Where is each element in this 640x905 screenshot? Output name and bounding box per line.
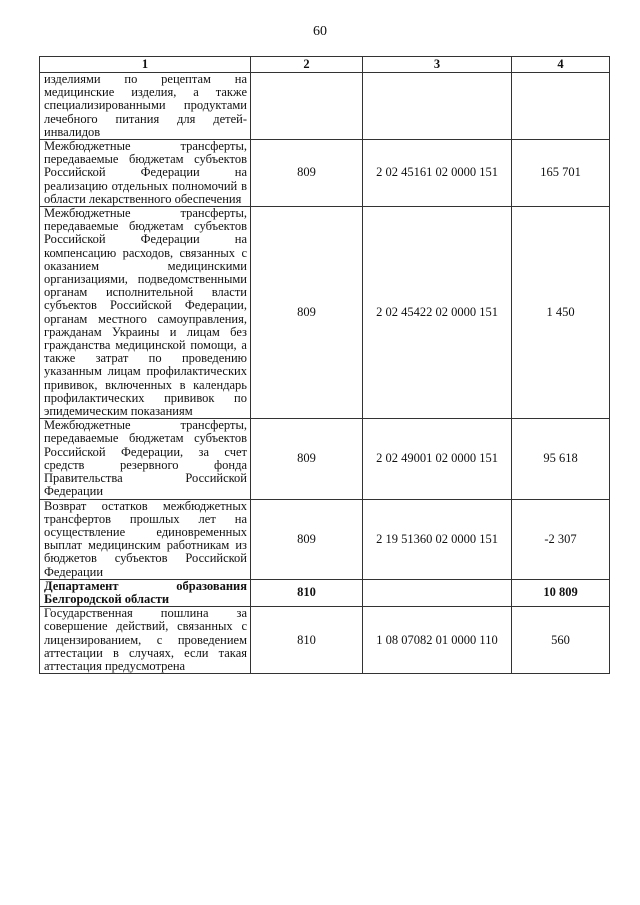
header-row: [40, 57, 610, 73]
header-cell-4: 4: [512, 57, 610, 73]
table-row: [40, 607, 610, 674]
row-admin-code: 809: [251, 499, 363, 579]
table-row: [40, 419, 610, 499]
table-row: [40, 499, 610, 579]
row-amount: 10 809: [512, 579, 610, 606]
row-description: Межбюджетные трансферты, передаваемые бюджетам субъектов Российской Федерации на компенсацию расходов, связанных с оказанием медицинскими организациями, подведомственными органам исполнительной власти субъектов Российской Федерации, органам местного самоуправления, гражданам Украины и лицам без гражданства медицинской помощи, а также затрат по проведению указанным лицам профилактических прививок, включенных в календарь профилактических прививок по эпидемическим показаниям: [40, 207, 251, 419]
row-admin-code: 810: [251, 579, 363, 606]
row-amount: [512, 73, 610, 140]
table-row: [40, 140, 610, 207]
page-number: 60: [313, 24, 327, 39]
header-cell-1: 1: [40, 57, 251, 73]
table-row: [40, 207, 610, 419]
row-admin-code: [251, 73, 363, 140]
row-amount: 165 701: [512, 140, 610, 207]
table-row-department: [40, 579, 610, 606]
row-admin-code: 809: [251, 419, 363, 499]
row-kbk-code: 1 08 07082 01 0000 110: [363, 607, 512, 674]
row-description: Межбюджетные трансферты, передаваемые бюджетам субъектов Российской Федерации, за счет средств резервного фонда Правительства Российской Федерации: [40, 419, 251, 499]
row-kbk-code: 2 19 51360 02 0000 151: [363, 499, 512, 579]
row-kbk-code: [363, 73, 512, 140]
row-description: Государственная пошлина за совершение действий, связанных с лицензированием, с проведением аттестации в случаях, если такая аттестация предусмотрена: [40, 607, 251, 674]
row-admin-code: 810: [251, 607, 363, 674]
row-amount: -2 307: [512, 499, 610, 579]
row-description: изделиями по рецептам на медицинские изделия, а также специализированными продуктами лечебного питания для детей-инвалидов: [40, 73, 251, 140]
row-amount: 95 618: [512, 419, 610, 499]
row-description: Возврат остатков межбюджетных трансфертов прошлых лет на осуществление единовременных выплат медицинским работникам из бюджетов субъектов Российской Федерации: [40, 499, 251, 579]
row-admin-code: 809: [251, 140, 363, 207]
table-row: [40, 73, 610, 140]
row-amount: 1 450: [512, 207, 610, 419]
row-description: Департамент образования Белгородской области: [40, 579, 251, 606]
row-kbk-code: [363, 579, 512, 606]
row-admin-code: 809: [251, 207, 363, 419]
row-amount: 560: [512, 607, 610, 674]
row-kbk-code: 2 02 45161 02 0000 151: [363, 140, 512, 207]
header-cell-2: 2: [251, 57, 363, 73]
header-cell-3: 3: [363, 57, 512, 73]
revenue-table: [39, 56, 610, 674]
row-kbk-code: 2 02 49001 02 0000 151: [363, 419, 512, 499]
row-kbk-code: 2 02 45422 02 0000 151: [363, 207, 512, 419]
row-description: Межбюджетные трансферты, передаваемые бюджетам субъектов Российской Федерации на реализацию отдельных полномочий в области лекарственного обеспечения: [40, 140, 251, 207]
